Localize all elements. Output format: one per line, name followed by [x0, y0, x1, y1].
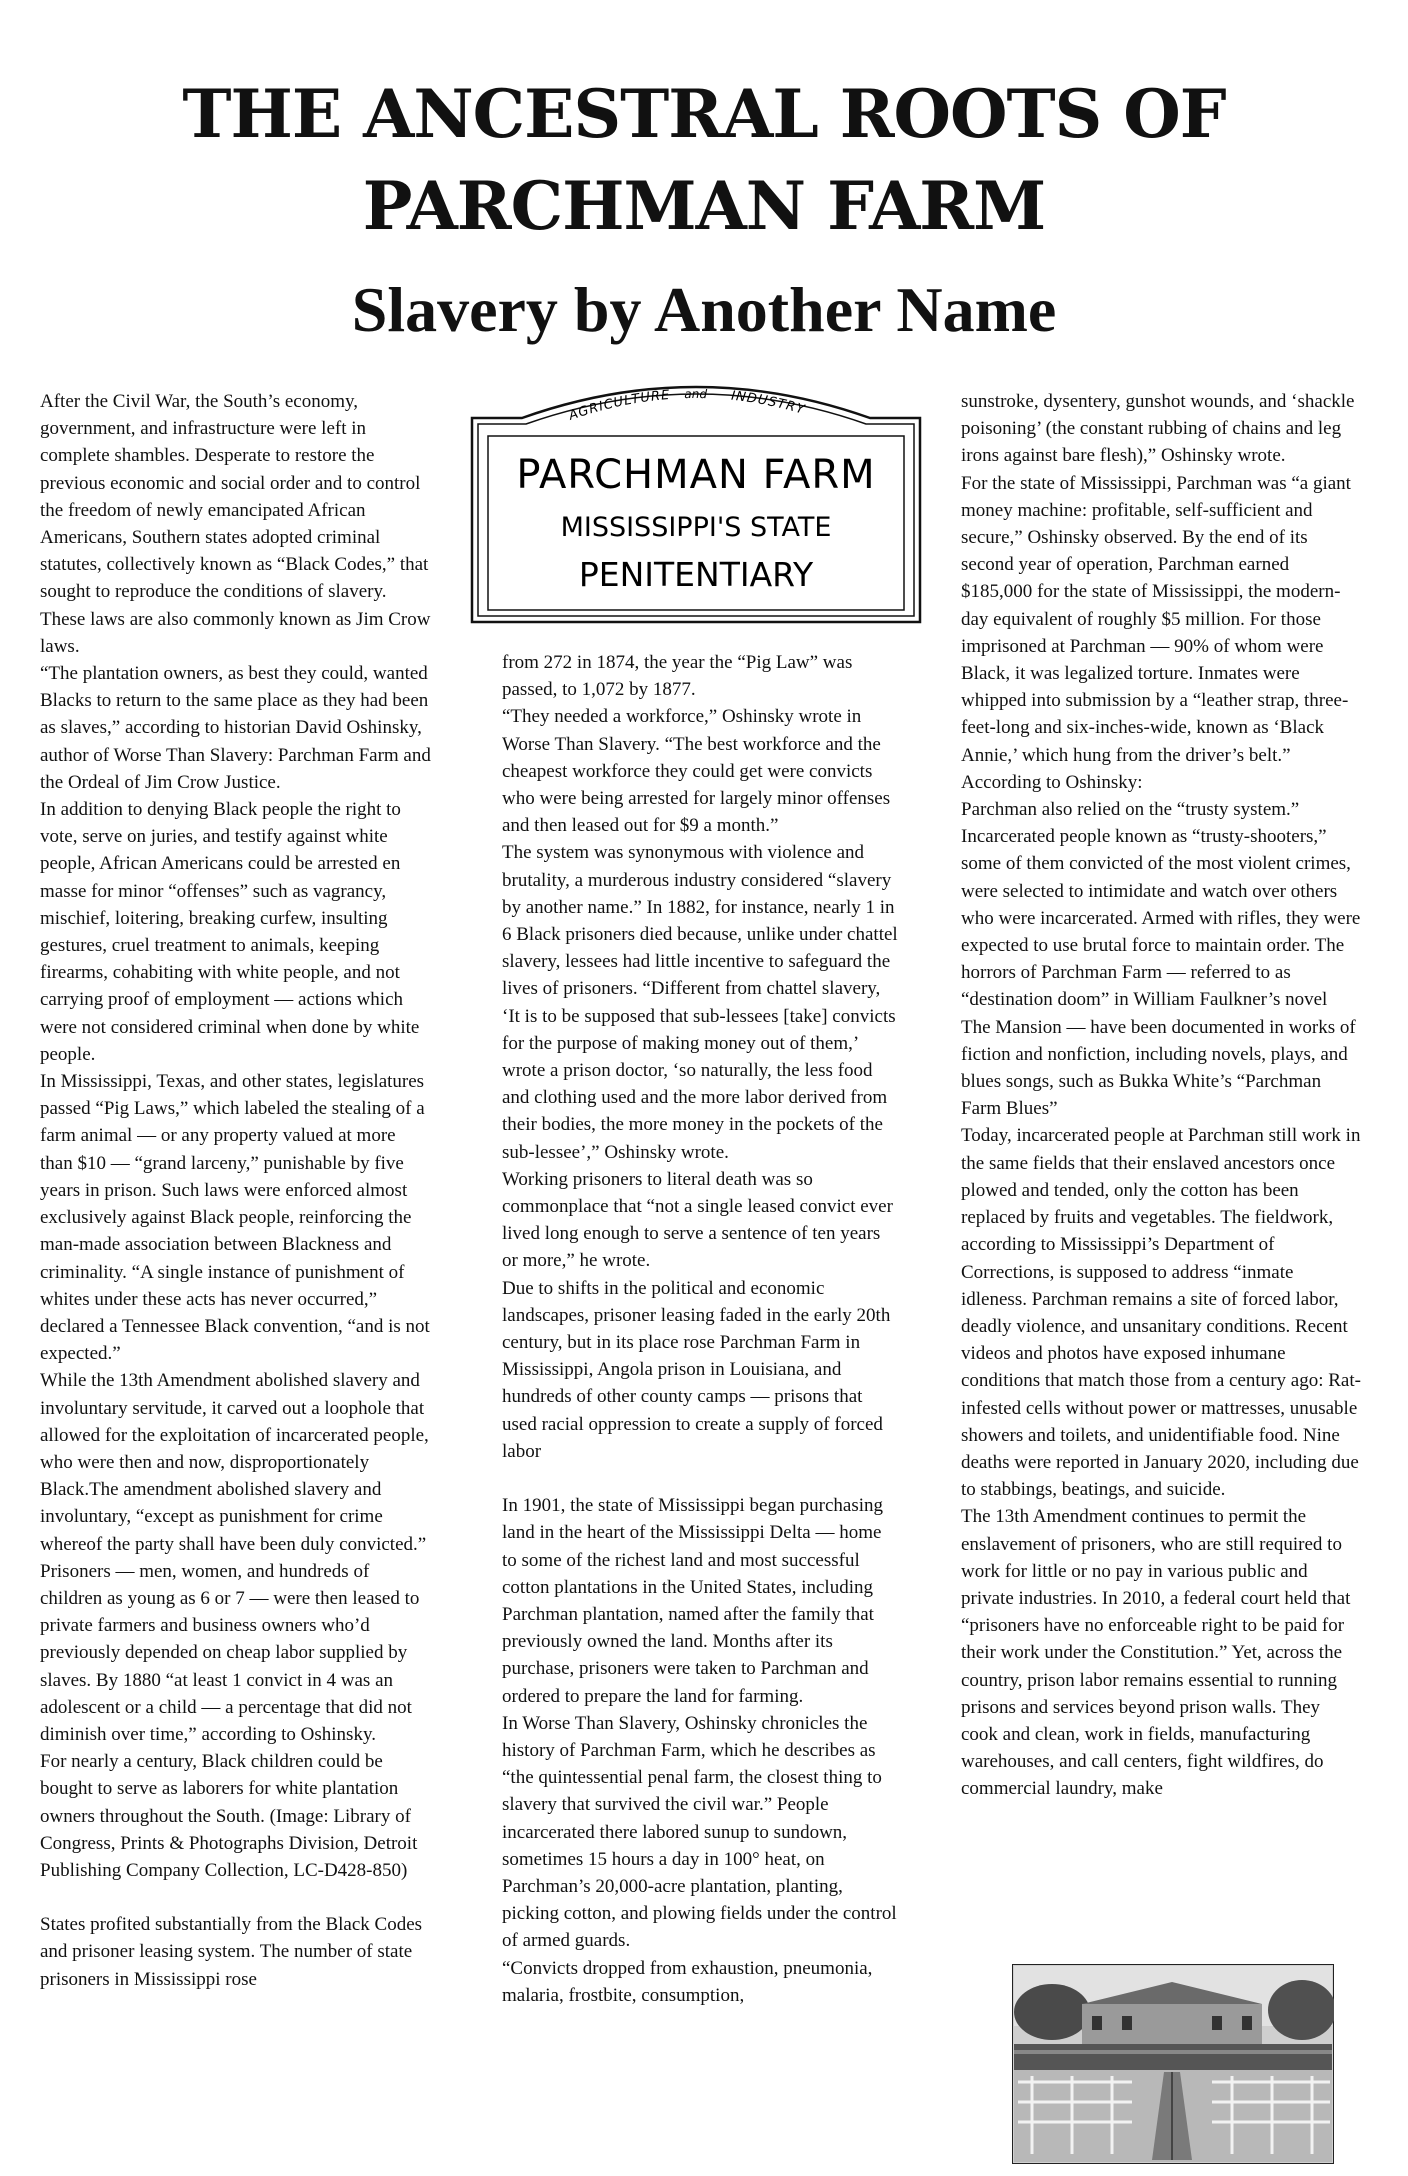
- photo-tree: [1014, 1984, 1090, 2040]
- paragraph: In Mississippi, Texas, and other states, legislatures passed “Pig Laws,” which labeled the stealing of a farm animal — or any property valued at more than $10 — “grand larceny,” punishable by five years in prison. Such laws were enforced almost exclusively against Black people, reinforcing the man-made association between Blackness and criminality. “A single instance of punishment of whites under these acts has never occurred,” declared a Tennessee Black convention, “and is not expected.”: [40, 1071, 430, 1365]
- paragraph: Working prisoners to literal death was so commonplace that “not a single leased convict ever lived long enough to serve a sentence of ten years or more,” he wrote.: [502, 1168, 893, 1272]
- paragraph: Due to shifts in the political and economic landscapes, prisoner leasing faded in the early 20th century, but in its place rose Parchman Farm in Mississippi, Angola prison in Louisiana, and hundreds of other county camps — prisons that used racial oppression to create a supply of forced labor: [502, 1277, 891, 1462]
- paragraph: The system was synonymous with violence and brutality, a murderous industry considered “slavery by another name.” In 1882, for instance, nearly 1 in 6 Black prisoners died because, unlike under chattel slavery, lessees had little incentive to safeguard the lives of prisoners. “Different from chattel slavery, ‘It is to be supposed that sub-lessees [take] convicts for the purpose of making money out of them,’ wrote a prison doctor, ‘so naturally, the less food and clothing used and the more labor derived from their bodies, the more money in the pockets of the sub-lessee’,” Oshinsky wrote.: [502, 842, 898, 1163]
- logo-arc-left-text: AGRICULTURE: [566, 387, 671, 424]
- paragraph: While the 13th Amendment abolished slavery and involuntary servitude, it carved out a loophole that allowed for the exploitation of incarcerated people, who were then and now, disproportionately Black.The amendment abolished slavery and involuntary, “except as punishment for crime whereof the party shall have been duly convicted.” Prisoners — men, women, and hundreds of children as young as 6 or 7 — were then leased to private farmers and business owners who’d previously depended on cheap labor supplied by slaves. By 1880 “at least 1 convict in 4 was an adolescent or a child — a percentage that did not diminish over time,” according to Oshinsky.: [40, 1370, 429, 1745]
- paragraph: “They needed a workforce,” Oshinsky wrote in Worse Than Slavery. “The best workforce and the cheapest workforce they could get were convicts who were being arrested for largely minor offenses and then leased out for $9 a month.”: [502, 706, 891, 837]
- paragraph: The 13th Amendment continues to permit the enslavement of prisoners, who are still required to work for little or no pay in various public and private industries. In 2010, a federal court held that “prisoners have no enforceable right to be paid for their work under the Constitution.” Yet, across the country, prison labor remains essential to running prisons and services beyond prison walls. They cook and clean, work in fields, manufacturing warehouses, and call centers, fight wildfires, do commercial laundry, make: [961, 1506, 1351, 1800]
- subheadline: Slavery by Another Name: [351, 274, 1057, 345]
- svg-text:and: [684, 387, 707, 401]
- parchman-farm-logo: [462, 374, 930, 624]
- paragraph: sunstroke, dysentery, gunshot wounds, and ‘shackle poisoning’ (the constant rubbing of chains and leg irons against bare flesh),” Oshinsky wrote.: [961, 391, 1355, 467]
- paragraph: Today, incarcerated people at Parchman still work in the same fields that their enslaved ancestors once plowed and tended, only the cotton has been replaced by fruits and vegetables. The fieldwork, according to Mississippi’s Department of Corrections, is supposed to address “inmate idleness. Parchman remains a site of forced labor, deadly violence, and unsanitary conditions. Recent videos and photos have exposed inhumane conditions that match those from a century ago: Rat-infested cells without power or mattresses, unusable showers and toilets, and unidentifiable food. Nine deaths were reported in January 2020, including due to stabbings, beatings, and suicide.: [961, 1125, 1361, 1501]
- headline: [40, 68, 1368, 252]
- logo-title-text: PARCHMAN FARM: [516, 452, 876, 498]
- photo-building: [1082, 2004, 1262, 2044]
- headline-line-1: THE ANCESTRAL ROOTS OF: [182, 75, 1226, 153]
- paragraph: Parchman also relied on the “trusty system.” Incarcerated people known as “trusty-shooters,” some of them convicted of the most violent crimes, were selected to intimidate and watch over others who were incarcerated. Armed with rifles, they were expected to use brutal force to maintain order. The horrors of Parchman Farm — referred to as “destination doom” in William Faulkner’s novel The Mansion — have been documented in works of fiction and nonfiction, including novels, plays, and blues songs, such as Bukka White’s “Parchman Farm Blues”: [961, 799, 1361, 1120]
- paragraph: In 1901, the state of Mississippi began purchasing land in the heart of the Mississippi Delta — home to some of the richest land and most successful cotton plantations in the United States, including Parchman plantation, named after the family that previously owned the land. Months after its purchase, prisoners were taken to Parchman and ordered to prepare the land for farming.: [502, 1495, 884, 1707]
- logo-arc-and-text: and: [684, 386, 708, 402]
- article-column-2: [502, 649, 900, 2009]
- logo-arc-right-text: INDUSTRY: [730, 388, 807, 418]
- paragraph: “Convicts dropped from exhaustion, pneumonia, malaria, frostbite, consumption,: [502, 1957, 873, 2006]
- headline-line-2: PARCHMAN FARM: [362, 167, 1046, 245]
- paragraph: In addition to denying Black people the right to vote, serve on juries, and testify against white people, African Americans could be arrested en masse for minor “offenses” such as vagrancy, mischief, loitering, breaking curfew, insulting gestures, cruel treatment to animals, keeping firearms, cohabiting with white people, and not carrying proof of employment — actions which were not considered criminal when done by white people.: [40, 799, 420, 1065]
- article-column-1: [40, 388, 432, 1993]
- paragraph: “The plantation owners, as best they could, wanted Blacks to return to the same place as they had been as slaves,” according to historian David Oshinsky, author of Worse Than Slavery: Parchman Farm and the Ordeal of Jim Crow Justice.: [40, 663, 431, 793]
- logo-penitentiary-text: PENITENTIARY: [578, 555, 814, 594]
- paragraph: from 272 in 1874, the year the “Pig Law” was passed, to 1,072 by 1877.: [502, 652, 853, 701]
- historic-farm-photo: [1012, 1964, 1334, 2164]
- photo-tree: [1268, 1980, 1334, 2040]
- image-caption-paragraph: For nearly a century, Black children could be bought to serve as laborers for white plantation owners throughout the South. (Image: Library of Congress, Prints & Photographs Division, Detroit Publishing Company Collection, LC-D428-850): [40, 1751, 418, 1881]
- article-column-3: [961, 388, 1361, 1803]
- paragraph: In Worse Than Slavery, Oshinsky chronicles the history of Parchman Farm, which he describes as “the quintessential penal farm, the closest thing to slavery that survived the civil war.” People incarcerated there labored sunup to sundown, sometimes 15 hours a day in 100° heat, on Parchman’s 20,000-acre plantation, planting, picking cotton, and plowing fields under the control of armed guards.: [502, 1712, 897, 1952]
- photo-crowd: [1014, 2044, 1332, 2070]
- paragraph: States profited substantially from the Black Codes and prisoner leasing system. The number of state prisoners in Mississippi rose: [40, 1914, 423, 1990]
- paragraph: For the state of Mississippi, Parchman was “a giant money machine: profitable, self-sufficient and secure,” Oshinsky observed. By the end of its second year of operation, Parchman earned $185,000 for the state of Mississippi, the modern-day equivalent of roughly $5 million. For those imprisoned at Parchman — 90% of whom were Black, it was legalized torture. Inmates were whipped into submission by a “leather strap, three-feet-long and six-inches-wide, known as ‘Black Annie,’ which hung from the driver’s belt.” According to Oshinsky:: [961, 472, 1351, 793]
- paragraph: After the Civil War, the South’s economy, government, and infrastructure were left in complete shambles. Desperate to restore the previous economic and social order and to control the freedom of newly emancipated African Americans, Southern states adopted criminal statutes, collectively known as “Black Codes,” that sought to reproduce the conditions of slavery. These laws are also commonly known as Jim Crow laws.: [40, 391, 431, 657]
- logo-subtitle-text: MISSISSIPPI'S STATE: [560, 512, 832, 543]
